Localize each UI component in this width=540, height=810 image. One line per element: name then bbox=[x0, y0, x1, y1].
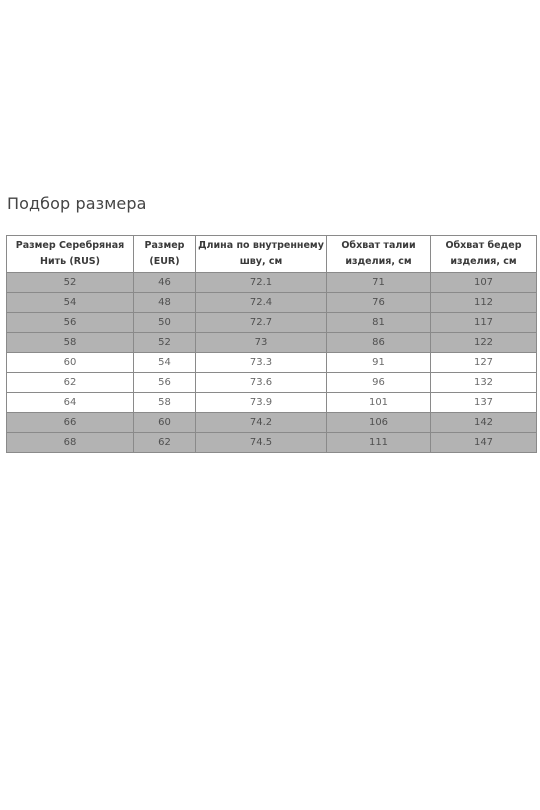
cell-waist-girth: 101 bbox=[327, 393, 431, 413]
cell-size-eur: 60 bbox=[134, 413, 196, 433]
cell-hip-girth: 107 bbox=[431, 273, 537, 293]
cell-size-eur: 50 bbox=[134, 313, 196, 333]
cell-inseam-length: 73.9 bbox=[196, 393, 327, 413]
header-waist-girth: Обхват талии изделия, см bbox=[327, 236, 431, 273]
cell-size-rus: 52 bbox=[7, 273, 134, 293]
cell-waist-girth: 76 bbox=[327, 293, 431, 313]
cell-waist-girth: 106 bbox=[327, 413, 431, 433]
cell-inseam-length: 74.2 bbox=[196, 413, 327, 433]
cell-size-eur: 54 bbox=[134, 353, 196, 373]
cell-hip-girth: 142 bbox=[431, 413, 537, 433]
cell-size-eur: 52 bbox=[134, 333, 196, 353]
header-inseam-length: Длина по внутреннему шву, см bbox=[196, 236, 327, 273]
table-row bbox=[7, 273, 537, 293]
table-row bbox=[7, 313, 537, 333]
cell-waist-girth: 111 bbox=[327, 433, 431, 453]
cell-size-eur: 58 bbox=[134, 393, 196, 413]
table-header-row bbox=[7, 236, 537, 273]
cell-size-rus: 64 bbox=[7, 393, 134, 413]
cell-size-rus: 62 bbox=[7, 373, 134, 393]
cell-waist-girth: 81 bbox=[327, 313, 431, 333]
table-row bbox=[7, 433, 537, 453]
cell-size-rus: 66 bbox=[7, 413, 134, 433]
cell-size-eur: 56 bbox=[134, 373, 196, 393]
cell-waist-girth: 91 bbox=[327, 353, 431, 373]
table-row bbox=[7, 293, 537, 313]
table-row bbox=[7, 413, 537, 433]
header-size-rus: Размер Серебряная Нить (RUS) bbox=[7, 236, 134, 273]
cell-size-eur: 48 bbox=[134, 293, 196, 313]
page-title: Подбор размера bbox=[7, 194, 147, 213]
cell-inseam-length: 73.3 bbox=[196, 353, 327, 373]
cell-hip-girth: 127 bbox=[431, 353, 537, 373]
cell-waist-girth: 86 bbox=[327, 333, 431, 353]
cell-inseam-length: 74.5 bbox=[196, 433, 327, 453]
cell-hip-girth: 117 bbox=[431, 313, 537, 333]
cell-hip-girth: 147 bbox=[431, 433, 537, 453]
cell-waist-girth: 96 bbox=[327, 373, 431, 393]
cell-size-rus: 56 bbox=[7, 313, 134, 333]
size-chart-table bbox=[6, 235, 537, 453]
table-row bbox=[7, 393, 537, 413]
cell-hip-girth: 132 bbox=[431, 373, 537, 393]
cell-inseam-length: 73.6 bbox=[196, 373, 327, 393]
cell-size-rus: 54 bbox=[7, 293, 134, 313]
header-hip-girth: Обхват бедер изделия, см bbox=[431, 236, 537, 273]
cell-size-rus: 68 bbox=[7, 433, 134, 453]
table-body bbox=[7, 273, 537, 453]
cell-inseam-length: 72.4 bbox=[196, 293, 327, 313]
cell-hip-girth: 112 bbox=[431, 293, 537, 313]
cell-size-rus: 58 bbox=[7, 333, 134, 353]
cell-size-rus: 60 bbox=[7, 353, 134, 373]
cell-hip-girth: 122 bbox=[431, 333, 537, 353]
cell-inseam-length: 72.1 bbox=[196, 273, 327, 293]
header-size-eur: Размер (EUR) bbox=[134, 236, 196, 273]
table-row bbox=[7, 333, 537, 353]
table-row bbox=[7, 373, 537, 393]
cell-hip-girth: 137 bbox=[431, 393, 537, 413]
cell-waist-girth: 71 bbox=[327, 273, 431, 293]
cell-size-eur: 46 bbox=[134, 273, 196, 293]
cell-inseam-length: 73 bbox=[196, 333, 327, 353]
cell-inseam-length: 72.7 bbox=[196, 313, 327, 333]
cell-size-eur: 62 bbox=[134, 433, 196, 453]
table-row bbox=[7, 353, 537, 373]
